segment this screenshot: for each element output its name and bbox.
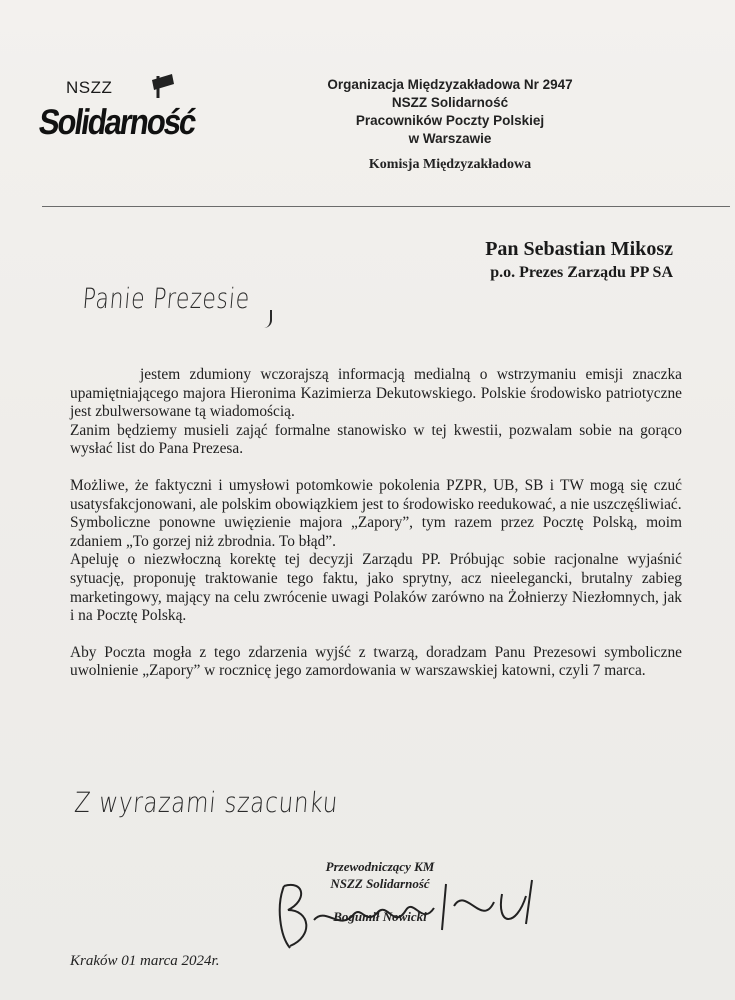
paragraph-5: Apeluję o niezwłoczną korektę tej decyzji Zarządu PP. Próbując sobie racjonalne wyjaśnić sytuację, proponuję traktowanie tego faktu, jako sprytny, acz nieelegancki, brutalny zabieg marketingowy, mający na celu zwrócenie uwagi Polaków zarówno na Żołnierzy Niezłomnych, jak i na Pocztę Polską. [70, 551, 682, 625]
recipient-block [485, 236, 673, 284]
salutation-comma [262, 310, 272, 328]
logo-nszz-text: NSZZ [66, 78, 113, 97]
signatory-org: NSZZ Solidarność [330, 876, 430, 891]
paragraph-3: Możliwe, że faktyczni i umysłowi potomkowie pokolenia PZPR, UB, SB i TW mogą się czuć usatysfakcjonowani, ale polskim obowiązkiem jest to środowisko reedukować, a nie uszczęśliwiać. [70, 476, 682, 513]
signatory-block [300, 858, 460, 925]
paragraph-4: Symboliczne ponowne uwięzienie majora „Zapory”, tym razem przez Pocztę Polską, moim zdaniem „To gorzej niż zbrodnia. To błąd”. [70, 514, 682, 550]
paragraph-6: Aby Poczta mogła z tego zdarzenia wyjść z twarzą, doradzam Panu Prezesowi symboliczne uwolnienie „Zapory” w rocznicę jego zamordowania w warszawskiej katowni, czyli 7 marca. [70, 643, 682, 680]
header-divider [42, 206, 730, 207]
recipient-role: p.o. Prezes Zarządu PP SA [490, 264, 673, 281]
handwritten-closing: Z wyrazami szacunku [73, 786, 340, 819]
org-committee: Komisja Międzyzakładowa [368, 157, 532, 172]
recipient-name: Pan Sebastian Mikosz [485, 238, 673, 260]
signatory-title: Przewodniczący KM [325, 859, 435, 874]
paragraph-1: jestem zdumiony wczorajszą informacją medialną o wstrzymaniu emisji znaczka upamiętniającego majora Hieronima Kazimierza Dekutowskiego. Polskie środowisko patriotyczne jest zbulwersowane tą wiadomością. [70, 366, 682, 421]
paragraph-2: Zanim będziemy musieli zająć formalne stanowisko w tej kwestii, pozwalam sobie na gorąco wysłać list do Pana Prezesa. [70, 421, 682, 458]
org-line-4: w Warszawie [408, 131, 492, 146]
logo-solidarnosc-text: Solidarność [36, 102, 198, 143]
letter-body [70, 366, 682, 681]
handwritten-salutation: Panie Prezesie [81, 282, 252, 315]
org-line-2: NSZZ Solidarność [391, 95, 509, 110]
solidarnosc-logo [36, 68, 210, 158]
letter-date: Kraków 01 marca 2024r. [70, 953, 220, 969]
organization-header [300, 76, 600, 174]
signatory-name: Bogumił Nowicki [333, 909, 427, 924]
org-line-1: Organizacja Międzyzakładowa Nr 2947 [327, 77, 573, 92]
org-line-3: Pracowników Poczty Polskiej [355, 113, 545, 128]
